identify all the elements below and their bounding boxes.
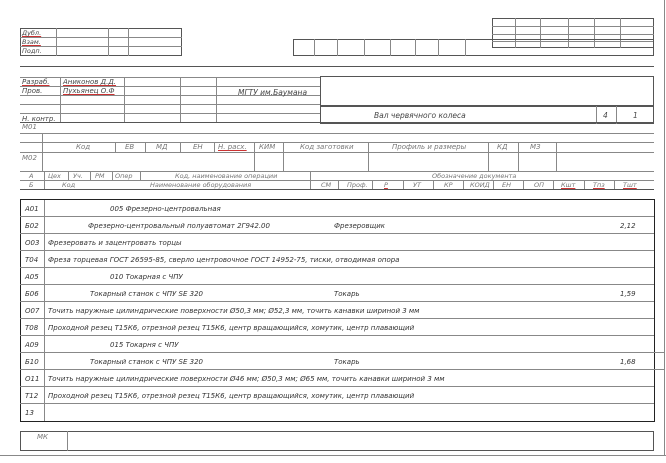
mat-col-kd: КД [497,143,508,151]
table-row-code: Б02 [25,222,39,230]
m02-label: М02 [22,154,37,162]
developer-name: Аниконов Д.Д. [63,78,117,86]
hdr-a: А [29,172,34,180]
hdr-prof: Проф. [347,181,368,189]
norm-control-label: Н. контр. [22,115,56,123]
table-row-text: Точить наружные цилиндрические поверхности Ø50,3 мм; Ø52,3 мм, точить канавки шириной 3 мм [48,307,420,315]
developer-label: Разраб. [22,78,50,86]
hdr-shop: Цех [48,172,61,180]
table-row-code: О11 [25,375,40,383]
hdr-r: Р [384,181,388,189]
hdr-document: Обозначение документа [432,172,517,180]
part-name: Вал червячного колеса [374,111,466,120]
checker-name: Пухьянец О.Ф [63,87,115,95]
hdr-koid: КОИД [470,181,490,189]
table-row-code: О03 [25,239,40,247]
table-row-text: Токарный станок с ЧПУ SE 320 [90,290,204,298]
table-row-profession: Токарь [334,358,360,366]
hdr-operation-name: Код, наименование операции [175,172,278,180]
hdr-b: Б [29,181,34,189]
sheet-current: 1 [633,111,638,120]
mat-col-blank-code: Код заготовки [300,143,354,151]
sheet-total: 4 [603,111,608,120]
mat-col-rate: Н. расх. [218,143,247,151]
table-row-text: Фреза торцевая ГОСТ 26595-85, сверло центровочное ГОСТ 14952-75, тиски, отводимая опора [48,256,400,264]
hdr-section: Уч. [73,172,83,180]
table-row-profession: Токарь [334,290,360,298]
table-row-profession: Фрезеровщик [334,222,386,230]
table-row-time: 2,12 [620,222,636,230]
mat-col-ev: ЕВ [125,143,135,151]
table-row-text: Фрезерно-центровальный полуавтомат 2Г942.00 [88,222,270,230]
table-row-text: Проходной резец Т15К6, отрезной резец Т15К6, центр вращающийся, хомутик, центр плавающий [48,392,415,400]
mat-col-en: ЕН [193,143,203,151]
hdr-op: ОП [534,181,545,189]
table-row-text: Фрезеровать и зацентровать торцы [48,239,182,247]
table-row-code: Б10 [25,358,39,366]
table-row-code: Т08 [25,324,39,332]
table-row-code: А01 [25,205,39,213]
mat-col-kim: КИМ [259,143,276,151]
change-grid [20,28,182,56]
signature-label: Подп. [22,47,42,55]
table-row-code: 13 [25,409,34,417]
mat-col-md: МД [156,143,168,151]
hdr-kr: КР [444,181,453,189]
footer-strip [20,431,654,451]
hdr-equipment: Наименование оборудования [150,181,252,189]
hdr-operation: Опер [115,172,133,180]
table-row-code: А09 [25,341,39,349]
table-row-text: Точить наружные цилиндрические поверхности Ø46 мм; Ø50,3 мм; Ø65 мм, точить канавки шириной 3 мм [48,375,445,383]
table-row-code: Б06 [25,290,39,298]
checker-label: Пров. [22,87,43,95]
table-row-code: Т12 [25,392,39,400]
hdr-ut: УТ [413,181,421,189]
hdr-b-code: Код [62,181,76,189]
hdr-kpcs: Кшт [561,181,576,189]
m01-label: М01 [22,123,37,131]
table-row-text: 010 Токарная с ЧПУ [110,273,183,281]
table-row-code: А05 [25,273,39,281]
table-row-text: 005 Фрезерно-центровальная [110,205,221,213]
mat-col-mz: МЗ [530,143,541,151]
table-row-time: 1,59 [620,290,636,298]
mat-col-code: Код [76,143,91,151]
hdr-en: ЕН [502,181,511,189]
hdr-tpcs: Тшт [623,181,637,189]
duplicate-label: Дубл. [22,29,42,37]
hdr-sm: СМ [321,181,332,189]
table-row-text: Проходной резец Т15К6, отрезной резец Т15К6, центр вращающийся, хомутик, центр плавающий [48,324,415,332]
mk-label: МК [37,433,49,441]
revision-strip [293,39,654,56]
org-field [320,76,654,106]
table-row-text: Токарный станок с ЧПУ SE 320 [90,358,204,366]
table-row-text: 015 Токарня с ЧПУ [110,341,179,349]
hdr-workplace: РМ [95,172,105,180]
table-row-time: 1,68 [620,358,636,366]
table-row-code: Т04 [25,256,39,264]
hdr-tpz: Тпз [593,181,605,189]
table-row-code: О07 [25,307,40,315]
replacement-label: Взам. [22,38,41,46]
mat-col-profile: Профиль и размеры [392,143,467,151]
table-right-border [654,199,655,422]
organization-name: МГТУ им.Баумана [238,88,308,97]
